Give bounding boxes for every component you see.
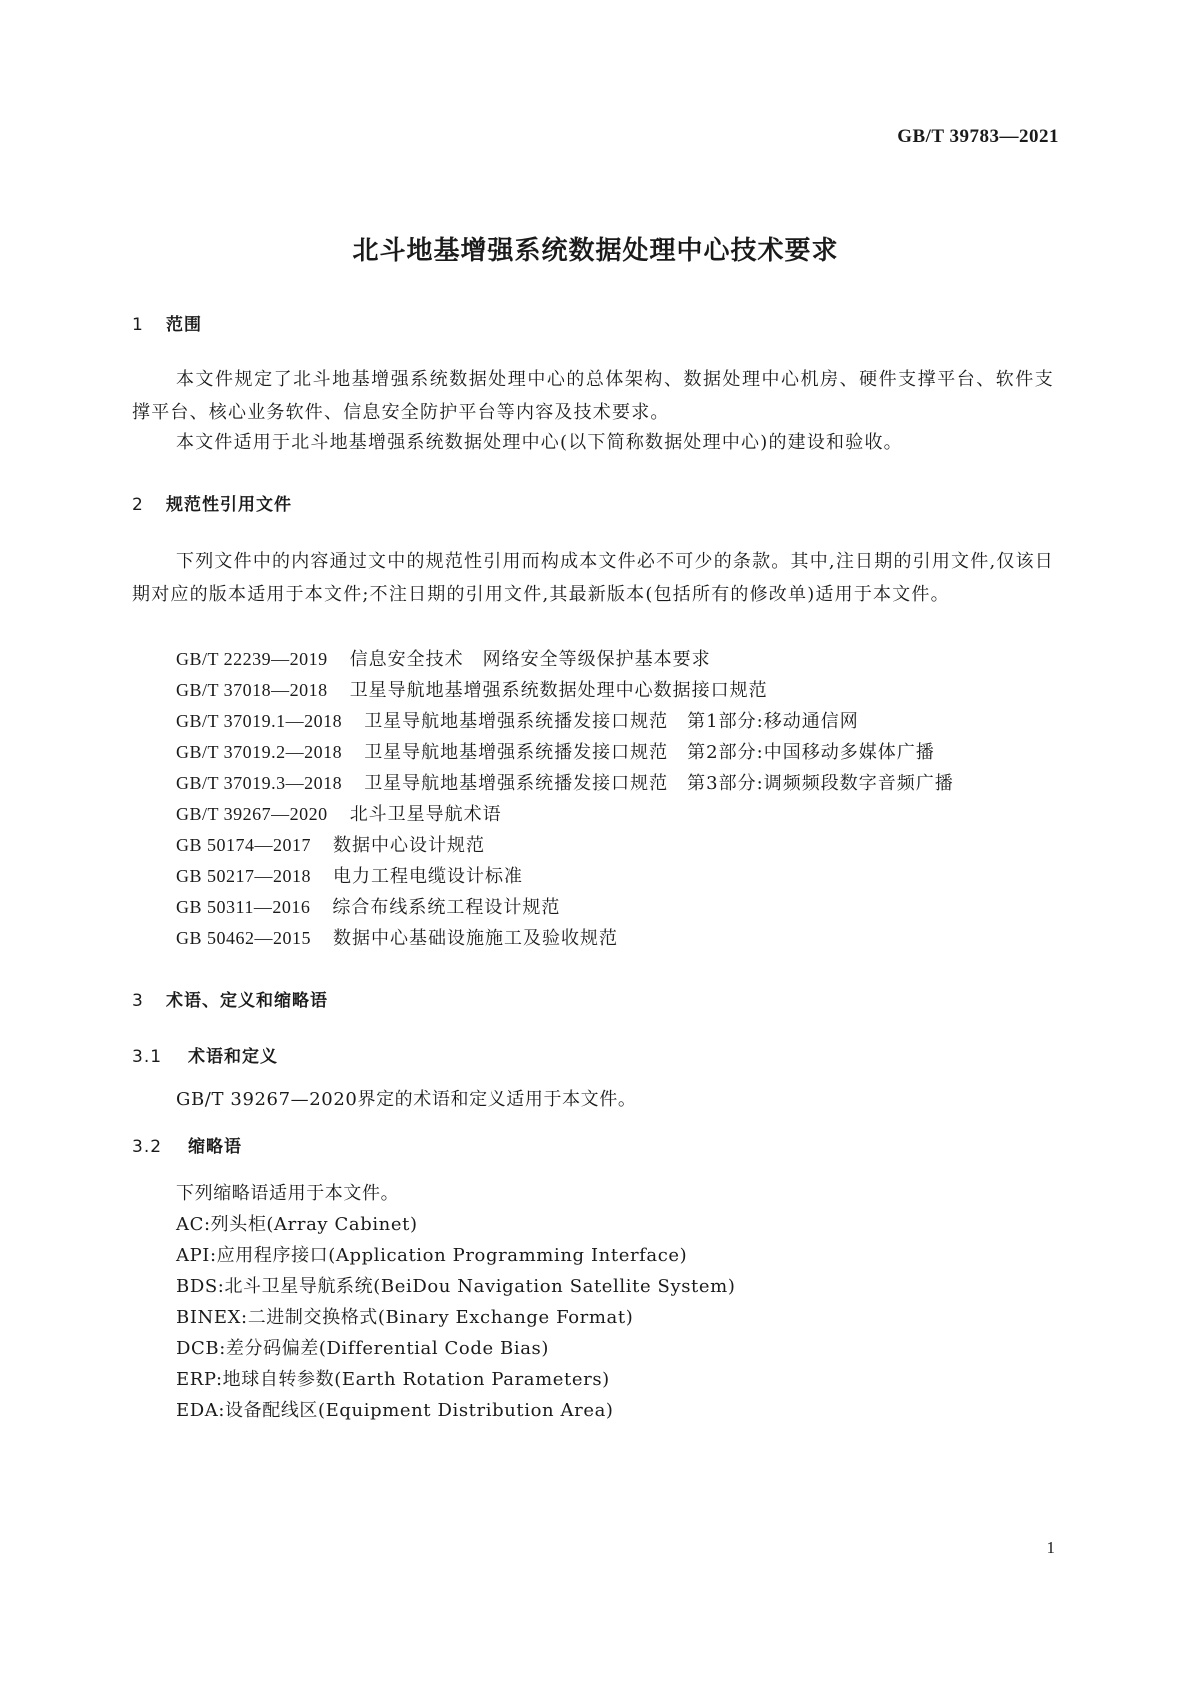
reference-item	[176, 707, 859, 733]
reference-title: 北斗卫星导航术语	[349, 804, 502, 825]
standard-number: GB/T 39783—2021	[897, 126, 1059, 147]
reference-item	[176, 676, 768, 702]
reference-code: GB/T 37018—2018	[176, 680, 328, 700]
section-number: 3	[132, 991, 144, 1011]
section-title: 缩略语	[188, 1137, 242, 1157]
abbreviation-item: DCB:差分码偏差(Differential Code Bias)	[176, 1338, 550, 1359]
reference-title: 信息安全技术 网络安全等级保护基本要求	[349, 649, 711, 670]
abbreviation-item: API:应用程序接口(Application Programming Interface)	[176, 1245, 688, 1266]
section-1-heading	[132, 310, 202, 335]
reference-item	[176, 800, 502, 826]
reference-code: GB/T 22239—2019	[176, 649, 328, 669]
reference-title: 电力工程电缆设计标准	[333, 866, 524, 887]
abbreviation-item: AC:列头柜(Array Cabinet)	[176, 1214, 418, 1235]
reference-title: 综合布线系统工程设计规范	[332, 897, 561, 918]
section-title: 范围	[166, 315, 202, 335]
reference-item	[176, 924, 618, 950]
reference-code: GB/T 37019.2—2018	[176, 742, 343, 762]
reference-code: GB/T 37019.1—2018	[176, 711, 343, 731]
abbreviation-item: EDA:设备配线区(Equipment Distribution Area)	[176, 1400, 614, 1421]
abbreviations-intro: 下列缩略语适用于本文件。	[176, 1183, 400, 1204]
document-title: 北斗地基增强系统数据处理中心技术要求	[352, 236, 839, 266]
reference-code: GB 50311—2016	[176, 897, 311, 917]
abbreviation-item: ERP:地球自转参数(Earth Rotation Parameters)	[176, 1369, 610, 1390]
reference-code: GB/T 37019.3—2018	[176, 773, 343, 793]
scope-paragraph-1: 本文件规定了北斗地基增强系统数据处理中心的总体架构、数据处理中心机房、硬件支撑平台、软件支撑平台、核心业务软件、信息安全防护平台等内容及技术要求。	[132, 369, 1054, 423]
reference-item	[176, 893, 560, 919]
reference-code: GB 50174—2017	[176, 835, 312, 855]
reference-item	[176, 831, 485, 857]
section-title: 规范性引用文件	[166, 495, 292, 515]
section-2-heading	[132, 490, 292, 515]
reference-item	[176, 645, 711, 671]
abbreviation-item: BINEX:二进制交换格式(Binary Exchange Format)	[176, 1307, 634, 1328]
reference-item	[176, 738, 935, 764]
page-number: 1	[1046, 1538, 1055, 1557]
reference-title: 卫星导航地基增强系统播发接口规范 第1部分:移动通信网	[364, 711, 859, 732]
reference-title: 数据中心设计规范	[333, 835, 486, 856]
section-3-1-heading	[132, 1042, 278, 1067]
reference-code: GB/T 39267—2020	[176, 804, 328, 824]
reference-item	[176, 769, 954, 795]
reference-code: GB 50217—2018	[176, 866, 312, 886]
section-number: 2	[132, 495, 144, 515]
reference-code: GB 50462—2015	[176, 928, 312, 948]
references-intro: 下列文件中的内容通过文中的规范性引用而构成本文件必不可少的条款。其中,注日期的引用文件,仅该日期对应的版本适用于本文件;不注日期的引用文件,其最新版本(包括所有的修改单)适用于本文件。	[132, 551, 1054, 605]
reference-title: 卫星导航地基增强系统数据处理中心数据接口规范	[349, 680, 768, 701]
section-number: 1	[132, 315, 144, 335]
section-3-2-heading	[132, 1132, 242, 1157]
terms-definition-text: GB/T 39267—2020界定的术语和定义适用于本文件。	[176, 1089, 637, 1110]
reference-item	[176, 862, 523, 888]
reference-title: 数据中心基础设施施工及验收规范	[333, 928, 619, 949]
scope-paragraph-2: 本文件适用于北斗地基增强系统数据处理中心(以下简称数据处理中心)的建设和验收。	[176, 432, 903, 453]
section-title: 术语和定义	[188, 1047, 278, 1067]
section-title: 术语、定义和缩略语	[166, 991, 328, 1011]
reference-title: 卫星导航地基增强系统播发接口规范 第2部分:中国移动多媒体广播	[364, 742, 935, 763]
section-number: 3.2	[132, 1137, 163, 1157]
abbreviation-item: BDS:北斗卫星导航系统(BeiDou Navigation Satellite System)	[176, 1276, 736, 1297]
reference-title: 卫星导航地基增强系统播发接口规范 第3部分:调频频段数字音频广播	[364, 773, 954, 794]
section-3-heading	[132, 986, 328, 1011]
section-number: 3.1	[132, 1047, 163, 1067]
